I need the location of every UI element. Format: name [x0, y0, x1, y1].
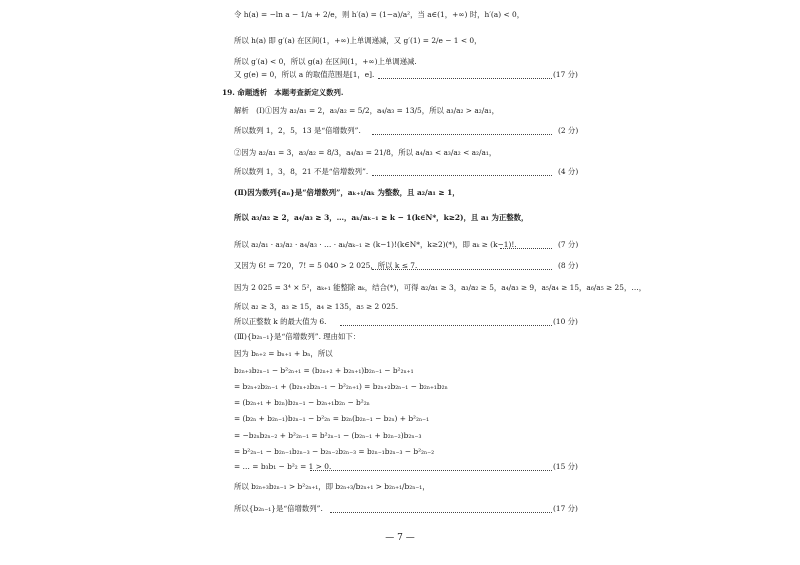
- score-label: (8 分): [558, 261, 579, 270]
- text-line: (Ⅱ)因为数列{aₙ}是“倍增数列”，aₖ₊₁/aₖ 为整数，且 a₂/a₁ ≥ 1，: [234, 188, 460, 197]
- score-label: (17 分): [553, 504, 578, 513]
- dotted-leader: [372, 269, 552, 270]
- text-line: = b²₂ₙ₋₁ − b₂ₙ₋₁b₂ₙ₋₃ − b₂ₙ₋₂b₂ₙ₋₃ = b₂ₙ₋₁b₂ₙ₋₃ − b²₂ₙ₋₂: [234, 447, 435, 456]
- dotted-leader: [310, 470, 552, 471]
- score-label: (17 分): [553, 70, 578, 79]
- text-line: 因为 2 025 = 3⁴ × 5²，aₖ₊₁ 能整除 aₖ，结合(*)，可得 a₂/a₁ ≥ 3，a₃/a₂ ≥ 5，a₄/a₃ ≥ 9，a₅/a₄ ≥ 15，a₆/a₅ ≥ 25，…，: [234, 283, 647, 292]
- dotted-leader: [372, 175, 552, 176]
- question-heading: 19. 命题透析 本题考查新定义数列.: [222, 88, 344, 97]
- page-number: — 7 —: [385, 533, 415, 543]
- dotted-leader: [330, 512, 552, 513]
- text-line: (Ⅲ){b₂ₙ₋₁}是“倍增数列”. 理由如下：: [234, 332, 361, 341]
- dotted-leader: [378, 78, 552, 79]
- text-line: 令 h(a) = −ln a − 1/a + 2/e，则 h′(a) = (1−a)/a²，当 a∈(1，+∞) 时，h′(a) < 0，: [234, 10, 525, 19]
- score-label: (15 分): [553, 462, 578, 471]
- text-line: = (b₂ₙ + b₂ₙ₋₁)b₂ₙ₋₁ − b²₂ₙ = b₂ₙ(b₂ₙ₋₁ − b₂ₙ) + b²₂ₙ₋₁: [234, 414, 430, 423]
- text-line: 所以 b₂ₙ₊₃b₂ₙ₋₁ > b²₂ₙ₊₁，即 b₂ₙ₊₃/b₂ₙ₊₁ > b₂ₙ₊₁/b₂ₙ₋₁，: [234, 482, 430, 491]
- score-label: (7 分): [558, 240, 579, 249]
- text-line: = b₂ₙ₊₂b₂ₙ₋₁ + (b₂ₙ₊₂b₂ₙ₋₁ − b²₂ₙ₊₁) = b₂ₙ₊₂b₂ₙ₋₁ − b₂ₙ₊₁b₂ₙ: [234, 382, 448, 391]
- text-line: 解析 (Ⅰ)①因为 a₂/a₁ = 2，a₃/a₂ = 5/2，a₄/a₃ = 13/5，所以 a₃/a₂ > a₂/a₁，: [234, 106, 499, 115]
- text-line: b₂ₙ₊₃b₂ₙ₋₁ − b²₂ₙ₊₁ = (b₂ₙ₊₂ + b₂ₙ₊₁)b₂ₙ₋₁ − b²₂ₙ₊₁: [234, 366, 414, 375]
- text-line: 又因为 6! = 720，7! = 5 040 > 2 025，所以 k ≤ 7.: [234, 261, 418, 270]
- text-line: = … = b₃b₁ − b²₂ = 1 > 0.: [234, 462, 332, 471]
- score-label: (4 分): [558, 167, 579, 176]
- text-line: 所以正整数 k 的最大值为 6.: [234, 317, 327, 326]
- score-label: (2 分): [558, 126, 579, 135]
- text-line: 所以 g′(a) < 0，所以 g(a) 在区间(1，+∞)上单调递减.: [234, 57, 417, 66]
- text-line: ②因为 a₂/a₁ = 3，a₃/a₂ = 8/3，a₄/a₃ = 21/8，所以 a₄/a₃ < a₃/a₂ < a₂/a₁，: [234, 148, 497, 157]
- text-line: 所以 a₂ ≥ 3，a₃ ≥ 15，a₄ ≥ 135，a₅ ≥ 2 025.: [234, 302, 399, 311]
- text-line: = −b₂ₙb₂ₙ₋₂ + b²₂ₙ₋₁ = b²₂ₙ₋₁ − (b₂ₙ₋₁ + b₂ₙ₋₂)b₂ₙ₋₃: [234, 431, 422, 440]
- text-line: 所以 h(a) 即 g′(a) 在区间(1，+∞)上单调递减，又 g′(1) = 2/e − 1 < 0，: [234, 36, 482, 45]
- text-line: = (b₂ₙ₊₁ + b₂ₙ)b₂ₙ₋₁ − b₂ₙ₊₁b₂ₙ − b²₂ₙ: [234, 398, 370, 407]
- text-line: 所以 a₃/a₂ ≥ 2，a₄/a₃ ≥ 3，…，aₖ/aₖ₋₁ ≥ k − 1(k∈N*，k≥2)，且 a₁ 为正整数，: [234, 213, 529, 222]
- text-line: 所以 a₂/a₁ · a₃/a₂ · a₄/a₃ · … · aₖ/aₖ₋₁ ≥ (k−1)!(k∈N*，k≥2)(*)，即 aₖ ≥ (k−1)!.: [234, 240, 517, 249]
- dotted-leader: [340, 325, 552, 326]
- text-line: 所以数列 1，2，5，13 是“倍增数列”.: [234, 126, 361, 135]
- score-label: (10 分): [553, 317, 578, 326]
- text-line: 又 g(e) = 0，所以 a 的取值范围是[1，e].: [234, 70, 375, 79]
- text-line: 所以{b₂ₙ₋₁}是“倍增数列”.: [234, 504, 323, 513]
- text-line: 因为 bₙ₊₂ = bₙ₊₁ + bₙ，所以: [234, 349, 333, 358]
- text-line: 所以数列 1，3，8，21 不是“倍增数列”.: [234, 167, 369, 176]
- dotted-leader: [372, 134, 552, 135]
- dotted-leader: [500, 248, 552, 249]
